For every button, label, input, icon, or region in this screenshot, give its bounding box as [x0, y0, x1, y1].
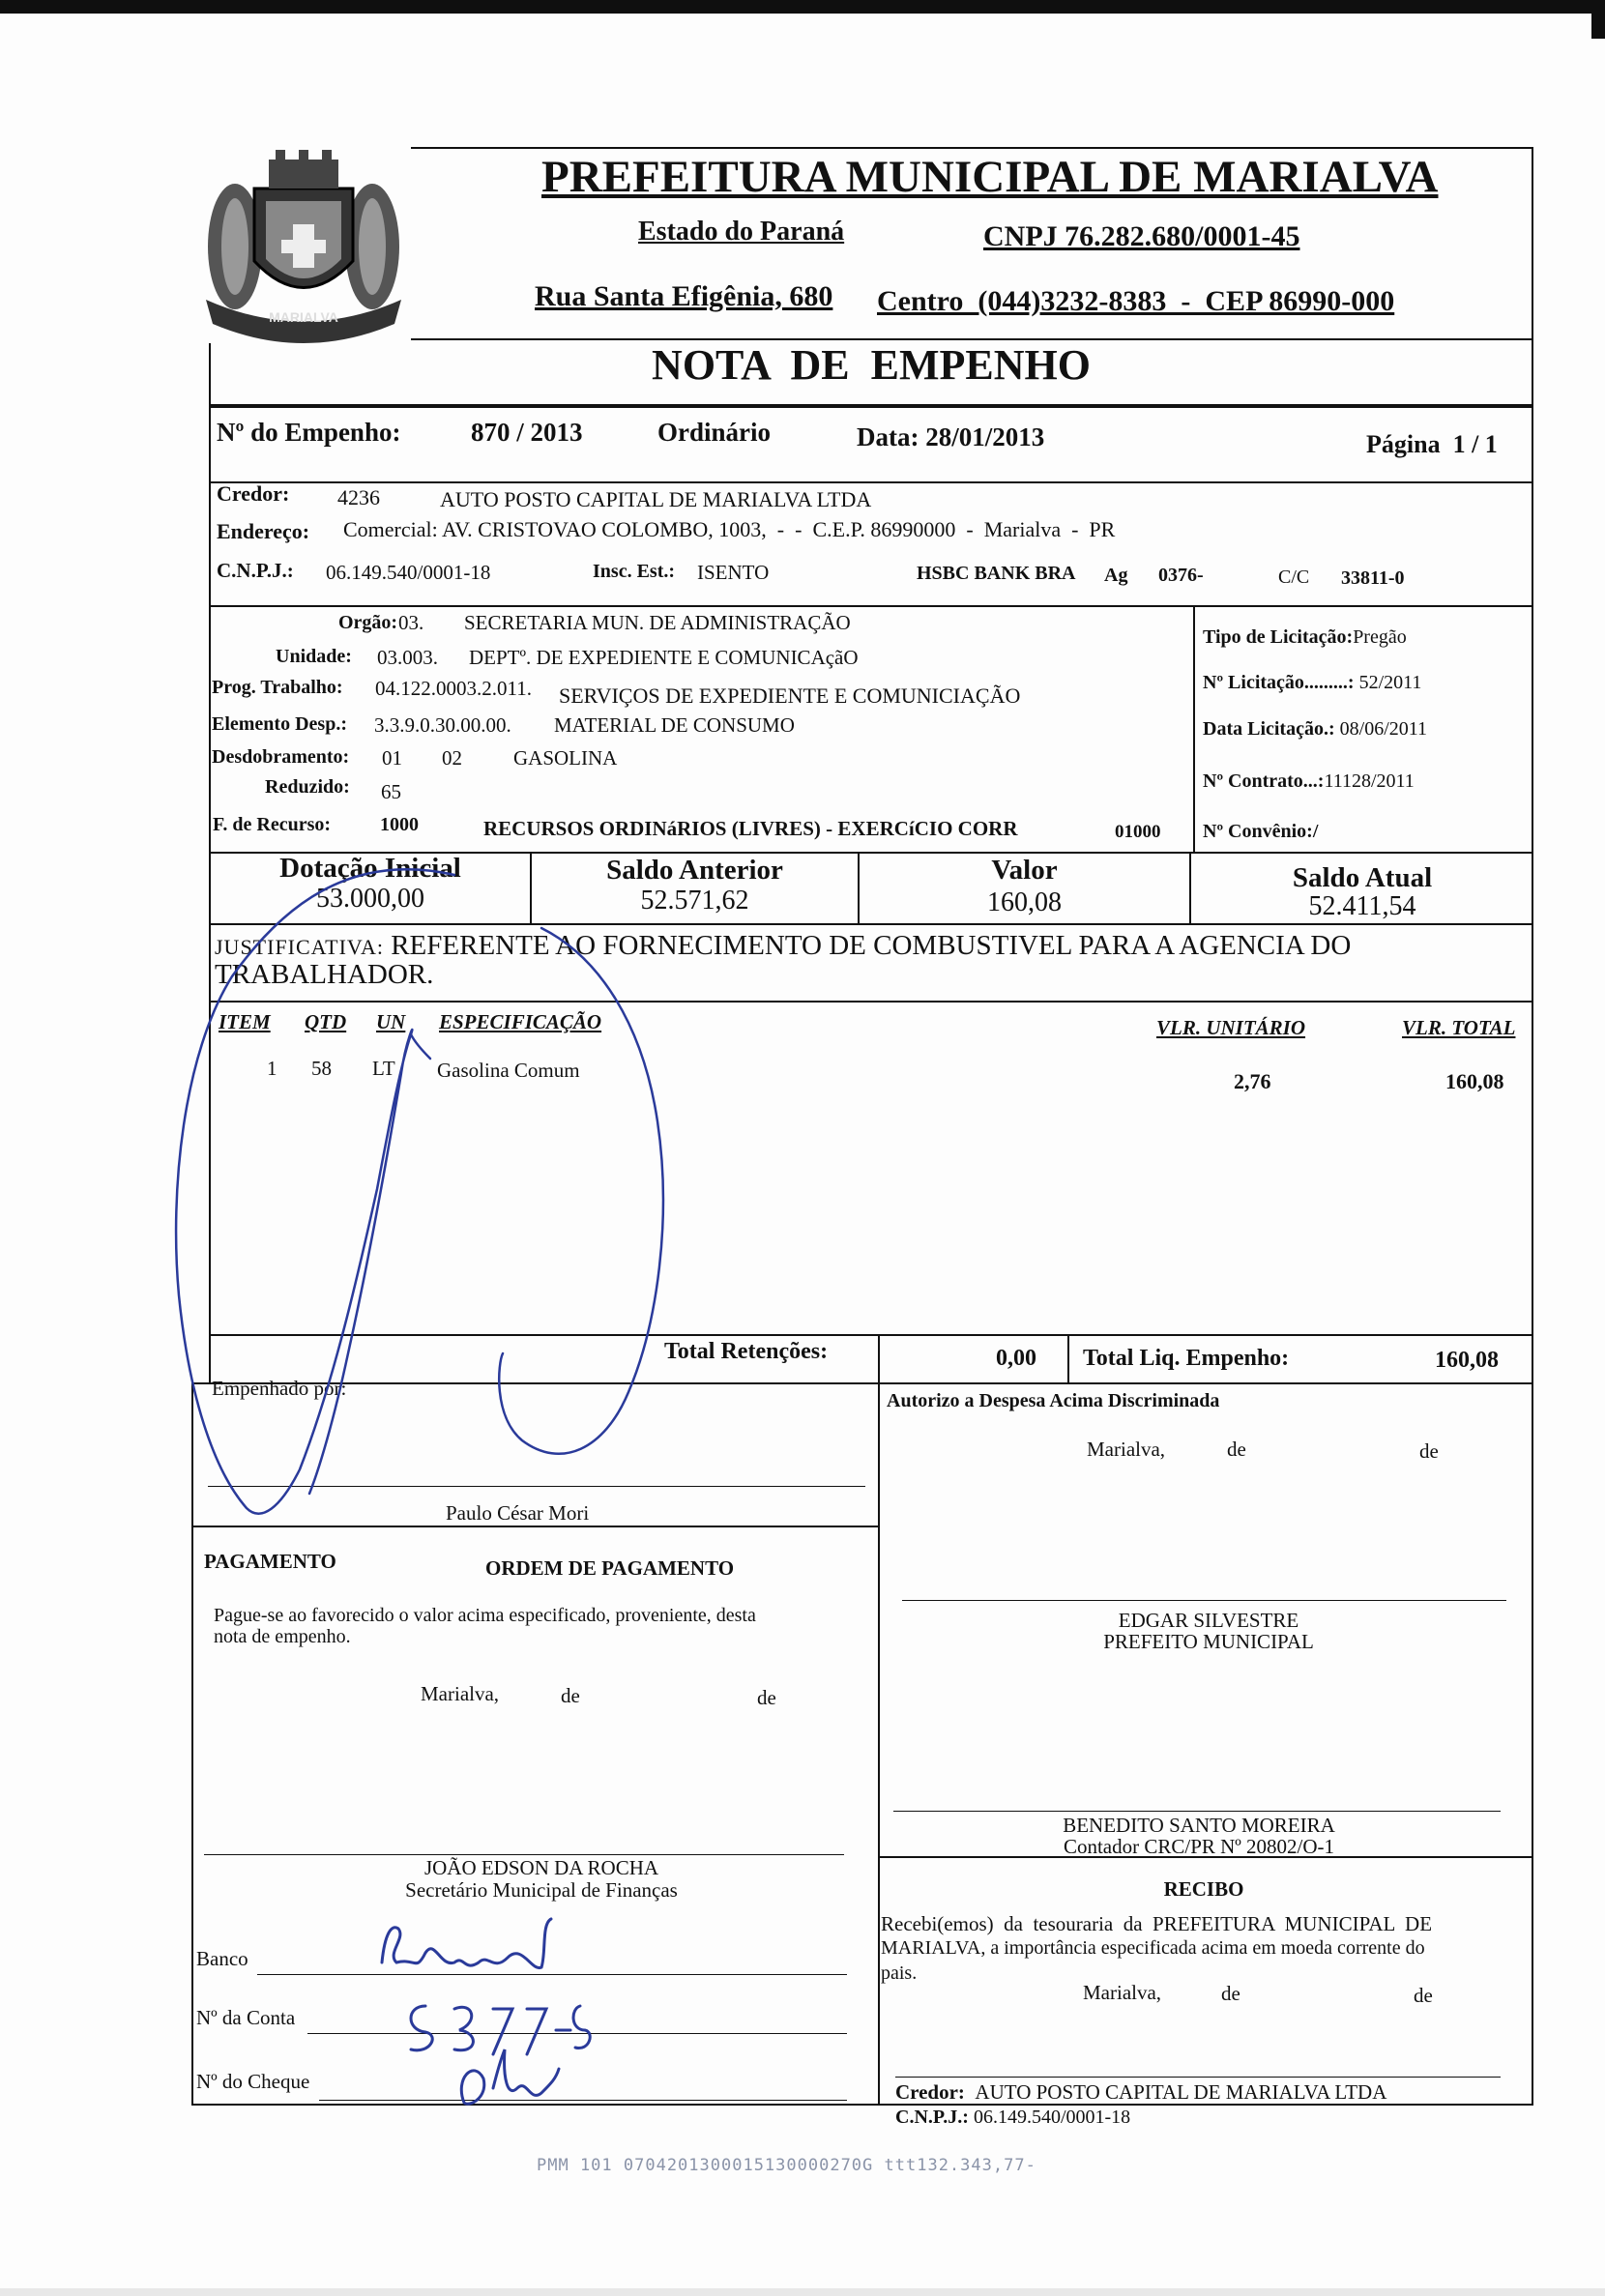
desd-b: 02 — [442, 746, 462, 770]
recurso-label: F. de Recurso: — [213, 814, 332, 835]
cheque-label: Nº do Cheque — [196, 2070, 310, 2093]
recurso-name: RECURSOS ORDINáRIOS (LIVRES) - EXERCíCIO CORR — [483, 817, 1018, 840]
tipo-licitacao — [1203, 626, 1407, 649]
saldo-atual-value: 52.411,54 — [1308, 891, 1416, 921]
empenho-label: Nº do Empenho: — [217, 418, 401, 447]
totals-box — [209, 1334, 1533, 1384]
col-item: ITEM — [219, 1010, 271, 1033]
unidade-name: DEPTº. DE EXPEDIENTE E COMUNICAçãO — [469, 646, 859, 669]
header-address: Rua Santa Efigênia, 680 — [535, 280, 833, 312]
seal-ribbon-text: MARIALVA — [269, 309, 338, 325]
row-spec: Gasolina Comum — [437, 1059, 580, 1082]
empenhado-sign-line — [208, 1486, 865, 1487]
credor-cnpj: 06.149.540/0001-18 — [326, 561, 491, 584]
liq-empenho-value: 160,08 — [1435, 1348, 1499, 1373]
contrato-value: 11128/2011 — [1324, 770, 1415, 792]
banco-label: Banco — [196, 1947, 248, 1970]
recibo-credor — [895, 2080, 1386, 2105]
tipo-licitacao-label: Tipo de Licitação: — [1203, 626, 1354, 648]
recibo-title: RECIBO — [1163, 1877, 1244, 1901]
col-total: VLR. TOTAL — [1402, 1016, 1516, 1039]
data-licitacao-label: Data Licitação.: — [1203, 718, 1335, 740]
totals-divider-2 — [1067, 1334, 1069, 1384]
items-box — [209, 1001, 1533, 1336]
recibo-de1: de — [1221, 1982, 1240, 2005]
pagamento-de1: de — [561, 1684, 580, 1707]
empenhado-name: Paulo César Mori — [446, 1501, 590, 1525]
empenho-date: Data: 28/01/2013 — [857, 422, 1045, 451]
recibo-cnpj — [895, 2107, 1130, 2129]
desd-a: 01 — [382, 746, 402, 770]
credor-code: 4236 — [337, 485, 380, 509]
municipal-seal-icon — [196, 145, 411, 343]
prefeito-name: EDGAR SILVESTRE — [1118, 1609, 1299, 1632]
saldo-atual-label: Saldo Atual — [1292, 862, 1433, 893]
reduzido-label: Reduzido: — [265, 776, 350, 798]
header-state: Estado do Paraná — [638, 217, 845, 247]
autorizo-de2: de — [1419, 1439, 1439, 1463]
recibo-credor-label: Credor: — [895, 2080, 965, 2104]
header-cnpj: CNPJ 76.282.680/0001-45 — [983, 220, 1300, 252]
recibo-cnpj-value: 06.149.540/0001-18 — [973, 2107, 1131, 2128]
row-unit: 2,76 — [1234, 1069, 1271, 1093]
conta-label: Nº da Conta — [196, 2006, 296, 2029]
empenhado-label: Empenhado por: — [212, 1377, 347, 1400]
recibo-cnpj-label: C.N.P.J.: — [895, 2107, 969, 2128]
prog-name: SERVIÇOS DE EXPEDIENTE E COMUNICIAÇÃO — [559, 683, 1021, 708]
signatures-box — [191, 1382, 1533, 2106]
num-licitacao-label: Nº Licitação.........: — [1203, 672, 1355, 693]
recibo-text1: Recebi(emos) da tesouraria da PREFEITURA MUNICIPAL DE — [881, 1912, 1433, 1935]
recibo-text3: pais. — [881, 1962, 918, 1984]
contador-name: BENEDITO SANTO MOREIRA — [1063, 1814, 1335, 1837]
contrato — [1203, 770, 1415, 793]
credor-cc-label: C/C — [1278, 567, 1310, 588]
prefeito-sign-line — [902, 1600, 1506, 1601]
liq-empenho-label: Total Liq. Empenho: — [1083, 1346, 1290, 1371]
totals-divider-1 — [878, 1334, 880, 1384]
budget-divider — [1193, 605, 1195, 854]
unidade-code: 03.003. — [377, 646, 438, 669]
header-contact: Centro (044)3232-8383 - CEP 86990-000 — [877, 285, 1395, 317]
recibo-sign-line — [895, 2077, 1501, 2078]
credor-bank: HSBC BANK BRA — [917, 563, 1076, 584]
insc-label: Insc. Est.: — [593, 561, 676, 582]
num-licitacao — [1203, 672, 1421, 694]
credor-address: Comercial: AV. CRISTOVAO COLOMBO, 1003, - - C.E.P. 86990000 - Marialva - PR — [343, 517, 1116, 541]
col-unit: VLR. UNITÁRIO — [1156, 1016, 1306, 1039]
contador-sign-line — [893, 1811, 1501, 1812]
desd-name: GASOLINA — [513, 746, 618, 770]
conta-line — [307, 2033, 847, 2034]
scan-edge-bottom — [0, 2288, 1605, 2296]
empenhado-bottom — [191, 1526, 878, 1527]
scan-edge-top — [0, 0, 1605, 14]
secretario-role: Secretário Municipal de Finanças — [405, 1878, 678, 1902]
convenio-label: Nº Convênio:/ — [1203, 821, 1319, 842]
retencoes-value: 0,00 — [996, 1346, 1036, 1371]
justificativa-label: JUSTIFICATIVA: — [215, 935, 384, 959]
endereco-label: Endereço: — [217, 519, 310, 543]
ordem-pagamento: ORDEM DE PAGAMENTO — [485, 1556, 735, 1580]
desd-label: Desdobramento: — [212, 746, 350, 768]
cheque-line — [319, 2100, 847, 2101]
data-licitacao-value: 08/06/2011 — [1339, 718, 1428, 740]
row-item: 1 — [267, 1057, 277, 1080]
cnpj-label: C.N.P.J.: — [217, 559, 294, 582]
valor-label: Valor — [991, 855, 1058, 886]
recibo-text2: MARIALVA, a importância especificada acima em moeda corrente do — [881, 1937, 1425, 1959]
col-spec: ESPECIFICAÇÃO — [439, 1010, 602, 1033]
valor-value: 160,08 — [987, 887, 1062, 917]
autorizo-de1: de — [1227, 1438, 1246, 1461]
signatures-divider — [878, 1382, 880, 2106]
orgao-code: 03. — [398, 611, 424, 634]
banco-line — [257, 1974, 847, 1975]
credor-name: AUTO POSTO CAPITAL DE MARIALVA LTDA — [440, 487, 872, 511]
recibo-de2: de — [1414, 1984, 1433, 2007]
orgao-label: Orgão: — [338, 612, 398, 633]
scan-edge-right — [1591, 0, 1605, 39]
autorizo-place: Marialva, — [1087, 1438, 1166, 1461]
footer-code: PMM 101 0704201300015130000270G ttt132.343,77- — [537, 2156, 1036, 2175]
credor-ag-label: Ag — [1104, 565, 1128, 586]
row-total: 160,08 — [1445, 1069, 1504, 1093]
credor-cc: 33811-0 — [1341, 567, 1405, 589]
recibo-place: Marialva, — [1083, 1981, 1162, 2004]
credor-ag: 0376- — [1158, 565, 1204, 586]
elem-label: Elemento Desp.: — [212, 713, 347, 735]
credor-label: Credor: — [217, 481, 290, 506]
reduzido-value: 65 — [381, 780, 401, 803]
contador-role: Contador CRC/PR Nº 20802/O-1 — [1063, 1835, 1335, 1858]
col-un: UN — [376, 1010, 406, 1033]
contrato-label: Nº Contrato...: — [1203, 770, 1325, 792]
recurso-code2: 01000 — [1115, 822, 1161, 842]
pagamento-text1: Pague-se ao favorecido o valor acima especificado, proveniente, desta — [214, 1605, 756, 1626]
pagamento-de2: de — [757, 1686, 776, 1709]
page-title: PREFEITURA MUNICIPAL DE MARIALVA — [541, 152, 1439, 202]
data-licitacao — [1203, 718, 1427, 741]
retencoes-label: Total Retenções: — [664, 1339, 829, 1364]
pagamento-place: Marialva, — [421, 1682, 500, 1705]
saldo-anterior-label: Saldo Anterior — [606, 855, 783, 886]
dotacao-label: Dotação Inicial — [279, 853, 461, 884]
secretario-name: JOÃO EDSON DA ROCHA — [423, 1856, 659, 1879]
autorizo-title: Autorizo a Despesa Acima Discriminada — [887, 1390, 1220, 1411]
elem-name: MATERIAL DE CONSUMO — [554, 713, 795, 737]
pagamento-text2: nota de empenho. — [214, 1626, 351, 1647]
prog-code: 04.122.0003.2.011. — [375, 677, 532, 700]
recurso-code: 1000 — [380, 814, 419, 835]
empenho-number: 870 / 2013 — [471, 418, 583, 447]
empenho-page: Página 1 / 1 — [1366, 430, 1498, 458]
row-qtd: 58 — [311, 1057, 332, 1080]
secretario-sign-line — [204, 1854, 844, 1855]
col-qtd: QTD — [305, 1010, 347, 1033]
justificativa-text2: TRABALHADOR. — [215, 959, 434, 990]
credor-insc: ISENTO — [697, 561, 770, 584]
prog-label: Prog. Trabalho: — [212, 677, 343, 698]
empenho-type: Ordinário — [657, 418, 772, 447]
justificativa-line1 — [215, 930, 1351, 962]
elem-code: 3.3.9.0.30.00.00. — [374, 713, 511, 737]
num-licitacao-value: 52/2011 — [1358, 672, 1422, 693]
orgao-name: SECRETARIA MUN. DE ADMINISTRAÇÃO — [464, 611, 851, 634]
prefeito-role: PREFEITO MUNICIPAL — [1103, 1630, 1314, 1653]
dotacao-value: 53.000,00 — [316, 884, 424, 914]
recibo-credor-name: AUTO POSTO CAPITAL DE MARIALVA LTDA — [975, 2080, 1387, 2104]
pagamento-label: PAGAMENTO — [204, 1550, 336, 1573]
saldo-anterior-value: 52.571,62 — [640, 886, 749, 915]
unidade-label: Unidade: — [276, 646, 352, 667]
doc-title: NOTA DE EMPENHO — [652, 341, 1091, 389]
tipo-licitacao-value: Pregão — [1353, 626, 1407, 648]
row-un: LT — [372, 1057, 395, 1080]
justificativa-text1: REFERENTE AO FORNECIMENTO DE COMBUSTIVEL PARA A AGENCIA DO — [391, 930, 1352, 961]
